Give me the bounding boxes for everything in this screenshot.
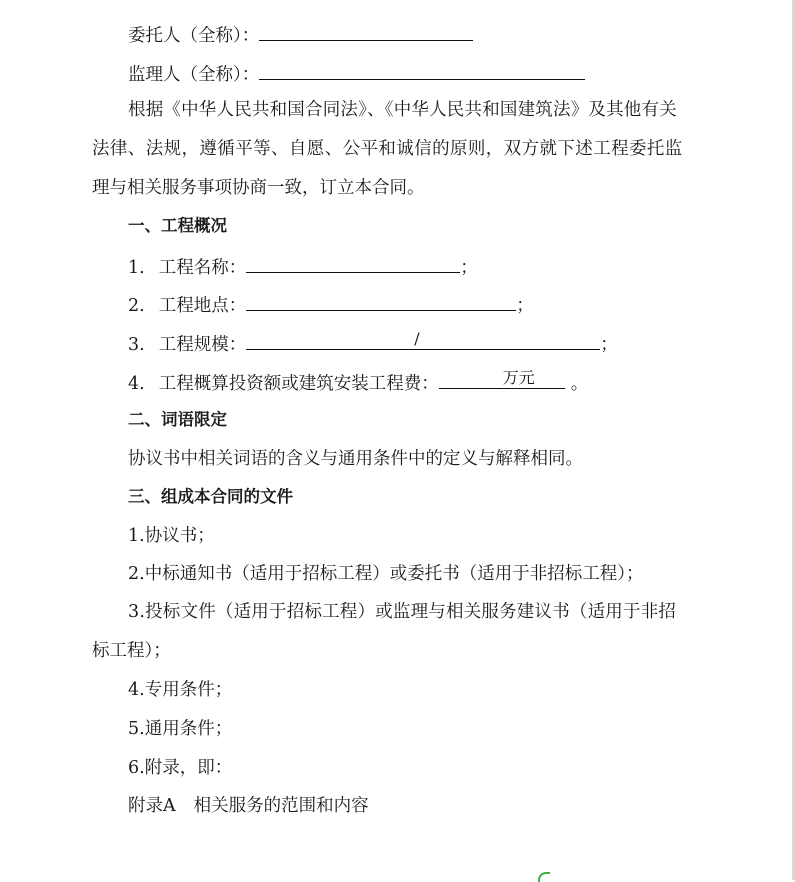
cursor-mark-icon <box>538 872 550 882</box>
project-name-row <box>128 254 478 280</box>
project-location-field[interactable] <box>246 292 516 311</box>
item-number: 4. <box>128 374 145 394</box>
project-location-row <box>128 292 534 318</box>
project-scale-value: / <box>414 329 420 348</box>
document-list-item: 4.专用条件； <box>128 680 233 700</box>
principal-label: 委托人（全称）： <box>128 26 260 46</box>
preamble-line-2: 法律、法规，遵循平等、自愿、公平和诚信的原则，双方就下述工程委托监 <box>92 139 683 159</box>
appendix-a-title: 相关服务的范围和内容 <box>193 796 369 816</box>
investment-field[interactable] <box>439 370 565 389</box>
item-end-punct: 。 <box>570 374 589 394</box>
project-name-field[interactable] <box>246 254 460 273</box>
project-name-label: 工程名称： <box>158 258 247 278</box>
item-end-punct: ； <box>460 258 478 278</box>
principal-name-field[interactable] <box>259 22 473 41</box>
supervisor-row <box>128 61 585 87</box>
project-scale-label: 工程规模： <box>158 335 247 355</box>
project-scale-row <box>128 331 618 357</box>
preamble-line-1: 根据《中华人民共和国合同法》、《中华人民共和国建筑法》及其他有关 <box>128 100 677 120</box>
item-number: 3. <box>128 335 145 355</box>
item-end-punct: ； <box>516 296 534 316</box>
section2-heading: 二、词语限定 <box>128 410 227 429</box>
investment-label: 工程概算投资额或建筑安装工程费： <box>158 374 439 394</box>
principal-row <box>128 22 473 48</box>
section1-heading: 一、工程概况 <box>128 216 227 235</box>
document-list-item: 5.通用条件； <box>128 719 233 739</box>
project-location-label: 工程地点： <box>158 296 247 316</box>
section2-text: 协议书中相关词语的含义与通用条件中的定义与解释相同。 <box>128 449 583 469</box>
supervisor-name-field[interactable] <box>259 61 585 80</box>
item-number: 2. <box>128 296 145 316</box>
preamble-line-3: 理与相关服务事项协商一致，订立本合同。 <box>92 178 425 198</box>
document-list-item: 2.中标通知书（适用于招标工程）或委托书（适用于非招标工程）； <box>128 564 644 584</box>
document-list-item: 3.投标文件（适用于招标工程）或监理与相关服务建议书（适用于非招 <box>128 602 677 622</box>
project-scale-field[interactable] <box>246 331 600 350</box>
supervisor-label: 监理人（全称）： <box>128 65 260 85</box>
section3-heading: 三、组成本合同的文件 <box>128 487 293 506</box>
document-list-item-continued: 标工程）； <box>92 641 171 661</box>
appendix-a-row <box>128 794 369 818</box>
document-list-item: 1.协议书； <box>128 526 215 546</box>
investment-row <box>128 370 588 396</box>
document-list-item: 6.附录，即： <box>128 758 233 778</box>
investment-unit: 万元 <box>502 368 535 387</box>
item-end-punct: ； <box>600 335 618 355</box>
appendix-a-label: 附录A <box>128 796 176 816</box>
item-number: 1. <box>128 258 145 278</box>
